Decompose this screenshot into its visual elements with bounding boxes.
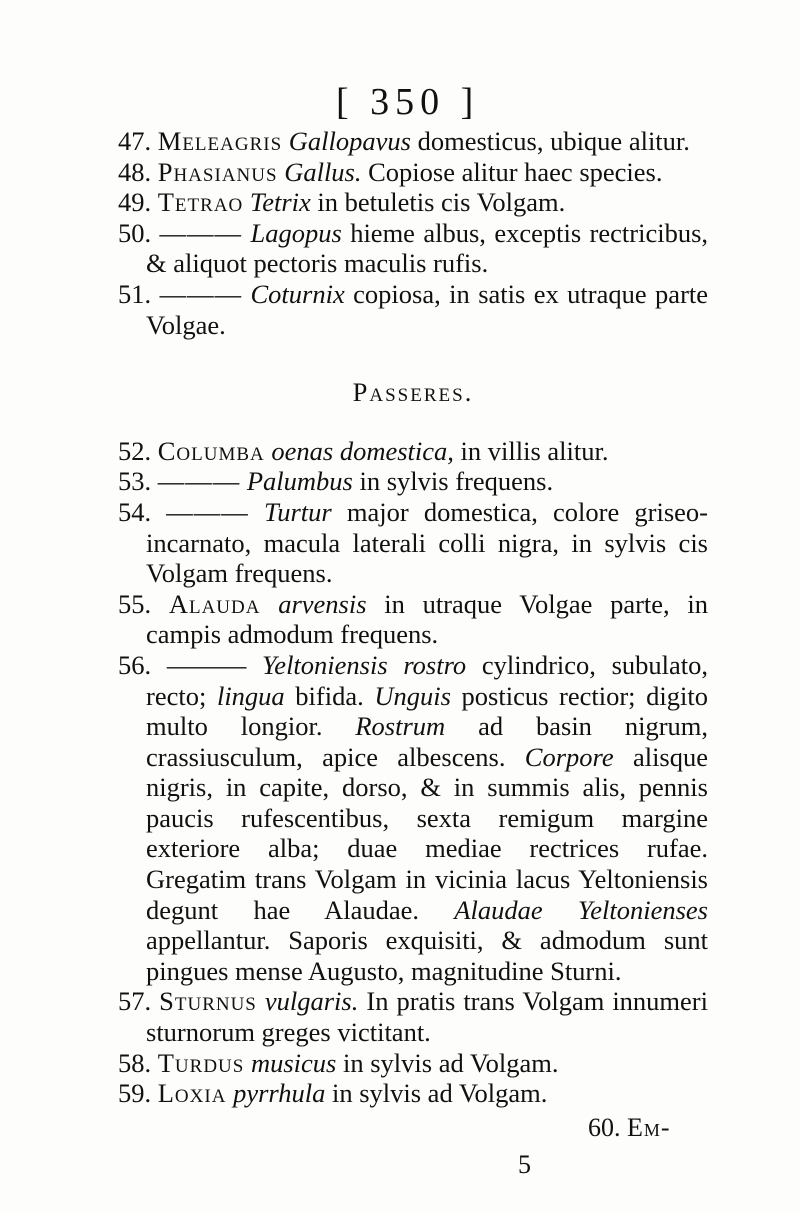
catchword-number: 60. xyxy=(588,1113,621,1142)
entry xyxy=(118,1078,708,1109)
entry-text: alisque nigris, in capite, dorso, & in summis alis, pennis paucis rufescentibus, sexta remigum margine exteriore alba; duae mediae rectrices rufae. Gregatim trans Volgam in vicinia lacus Yeltoniensis degunt hae Alaudae. xyxy=(146,741,709,925)
entry-number: 54. xyxy=(118,496,152,527)
entries-group-2 xyxy=(118,436,708,650)
entry xyxy=(118,187,708,218)
term-italic: Rostrum xyxy=(355,711,446,742)
entry-number: 51. xyxy=(118,278,152,309)
entry-text: copiosa, in satis ex utraque parte Volgae. xyxy=(146,278,709,340)
catchword-text: Em- xyxy=(627,1113,671,1142)
species-name: Turtur xyxy=(263,496,332,527)
entry-text: in sylvis frequens. xyxy=(352,466,554,497)
entry-text: in betuletis cis Volgam. xyxy=(310,187,566,218)
species-name: arvensis xyxy=(278,588,367,619)
genus-name: Phasianus xyxy=(157,156,278,187)
entry-text: posticus rectior; digito multo longior. xyxy=(146,680,709,742)
entry xyxy=(118,1048,708,1079)
entries-group-1 xyxy=(118,126,708,340)
species-name: Gallus. xyxy=(284,156,362,187)
entry-56 xyxy=(118,650,708,987)
ditto-dash: ——— xyxy=(166,649,247,680)
entry-number: 49. xyxy=(118,187,152,218)
genus-name: Meleagris xyxy=(157,126,283,156)
species-name: Yeltoniensis rostro xyxy=(262,649,467,680)
genus-name: Columba xyxy=(157,435,265,466)
genus-name: ——— xyxy=(157,466,241,497)
entry-number: 58. xyxy=(118,1047,152,1078)
entry-number: 47. xyxy=(118,126,152,156)
entry-text: cylindrico, subulato, recto; xyxy=(146,649,709,711)
species-name: oenas domestica, xyxy=(271,435,454,466)
species-name: vulgaris. xyxy=(264,986,359,1017)
entry-text: in villis alitur. xyxy=(453,435,609,466)
entry-text: appellantur. Saporis exquisiti, & admodum sunt pingues mense Augusto, magnitudine Sturni. xyxy=(146,925,708,986)
entry xyxy=(118,279,708,340)
term-italic: lingua xyxy=(216,680,285,711)
genus-name: ——— xyxy=(166,496,249,527)
entry-number: 59. xyxy=(118,1078,152,1109)
entry xyxy=(118,218,708,279)
species-name: pyrrhula xyxy=(233,1078,326,1109)
species-name: Tetrix xyxy=(249,187,311,218)
entry xyxy=(118,157,708,188)
entry-number: 56. xyxy=(118,649,152,680)
page-number: [ 350 ] xyxy=(336,81,480,123)
genus-name: ——— xyxy=(159,278,243,309)
entry-text: ad basin nigrum, crassiusculum, apice albescens. xyxy=(146,711,709,772)
catchword xyxy=(588,1113,671,1143)
signature-mark: 5 xyxy=(518,1150,531,1179)
entry-number: 55. xyxy=(118,588,152,619)
species-name: musicus xyxy=(250,1047,337,1078)
entry xyxy=(118,466,708,497)
term-italic: Unguis xyxy=(374,680,451,711)
entry-text: Copiose alitur haec species. xyxy=(361,156,663,187)
entry-text: hieme albus, exceptis rectricibus, & aliquot pectoris maculis rufis. xyxy=(146,217,709,279)
term-italic: Corpore xyxy=(524,741,614,772)
entry xyxy=(118,436,708,467)
entry-number: 57. xyxy=(118,986,152,1017)
species-name: Lagopus xyxy=(250,217,342,248)
genus-name: ——— xyxy=(159,217,243,248)
entry xyxy=(118,986,708,1047)
entries-group-3 xyxy=(118,986,708,1108)
species-name: Gallopavus xyxy=(288,126,411,156)
genus-name: Tetrao xyxy=(157,187,244,218)
term-italic: Alaudae Yeltonienses xyxy=(454,894,708,925)
species-name: Coturnix xyxy=(250,278,345,309)
entry-text: In pratis trans Volgam innumeri sturnorum greges victitant. xyxy=(146,986,708,1048)
genus-name: Turdus xyxy=(157,1047,245,1078)
entry-text: in sylvis ad Volgam. xyxy=(325,1078,548,1109)
entry xyxy=(118,589,708,650)
genus-name: Loxia xyxy=(157,1078,227,1109)
entry-text: in sylvis ad Volgam. xyxy=(336,1047,559,1078)
entry-number: 53. xyxy=(118,466,152,497)
entry-text: domesticus, ubique alitur. xyxy=(410,126,690,156)
text-block xyxy=(118,126,708,1109)
entry-text: bifida. xyxy=(284,680,375,711)
entry xyxy=(118,126,708,157)
species-name: Palumbus xyxy=(246,466,353,497)
entry-number: 48. xyxy=(118,156,152,187)
entry-number: 50. xyxy=(118,217,152,248)
genus-name: Sturnus xyxy=(159,986,257,1017)
entry-text: major domestica, colore griseo-incarnato, macula laterali colli nigra, in sylvis cis Volgam frequens. xyxy=(146,496,708,589)
genus-name: Alauda xyxy=(168,588,261,619)
entry-number: 52. xyxy=(118,435,152,466)
entry xyxy=(118,497,708,589)
entry-text: in utraque Volgae parte, in campis admodum frequens. xyxy=(146,588,709,650)
section-heading: Passeres. xyxy=(352,377,474,408)
